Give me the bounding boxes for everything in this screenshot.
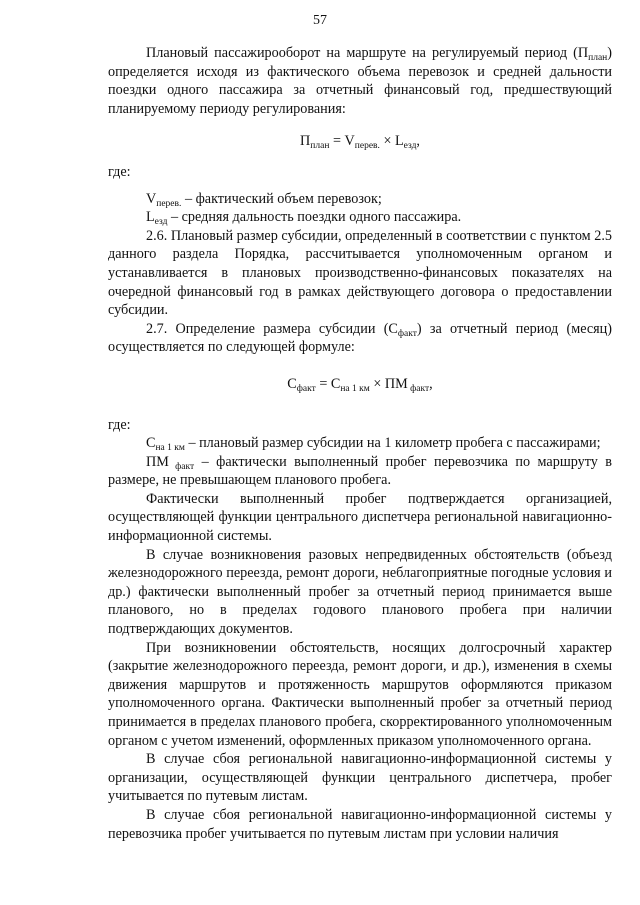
paragraph-2-7: 2.7. Определение размера субсидии $(С_{факт})$ за отчетный период (месяц) осуществляется по следующей формуле:: [108, 320, 612, 356]
where-label: где:: [108, 163, 131, 180]
definition-volume: $V_{перев.}$ – фактический объем перевозок;: [146, 190, 382, 209]
paragraph-system-failure-carrier: В случае сбоя региональной навигационно-информационной системы у перевозчика пробег учитывается по путевым листам при условии наличия: [108, 806, 612, 842]
formula-subsidy: $С_{факт} = С_{на 1 км}$ × ПМ $_{факт}$,: [287, 375, 433, 394]
definition-subsidy-per-km: $С_{на 1 км}$ – плановый размер субсидии на 1 километр пробега с пассажирами;: [146, 435, 601, 454]
document-body: [108, 44, 612, 843]
page-number: 57: [313, 13, 327, 28]
paragraph-mileage-confirmation: Фактически выполненный пробег подтверждается организацией, осуществляющей функции центрального диспетчера региональной навигационно-информационной системы.: [108, 490, 612, 545]
where-label-2: где:: [108, 416, 131, 433]
definition-distance: $L_{езд}$ – средняя дальность поездки одного пассажира.: [146, 209, 462, 228]
paragraph-long-term-circumstances: При возникновении обстоятельств, носящих долгосрочный характер (закрытие железнодорожного переезда, ремонт дороги, и др.), изменения в схемы движения маршрутов и протяженность маршрутов оформляются приказом уполномоченного органа. Фактически выполненный пробег за отчетный период принимается в пределах планового пробега, скорректированного уполномоченным органом с учетом изменений, оформленных приказом уполномоченного органа.: [108, 639, 612, 749]
definition-actual-mileage: ПМ $_{факт}$ – фактически выполненный пробег перевозчика по маршруту в размере, не превышающем планового пробега.: [108, 453, 613, 489]
formula-passenger-turnover: $П_{план} = V_{перев.} \times L_{езд}$,: [300, 133, 420, 152]
paragraph-system-failure-organization: В случае сбоя региональной навигационно-информационной системы у организации, осуществляющей функции центрального диспетчера, пробег учитывается по путевым листам.: [108, 751, 612, 805]
paragraph-emergency-circumstances: В случае возникновения разовых непредвиденных обстоятельств (объезд железнодорожного переезда, ремонт дороги, неблагоприятные погодные условия и др.) фактически выполненный пробег за отчетный период принимается выше планового, но в пределах годового планового пробега при наличии подтверждающих документов.: [108, 546, 612, 638]
paragraph-2-6: 2.6. Плановый размер субсидии, определенный в соответствии с пунктом 2.5 данного раздела Порядка, рассчитывается уполномоченным органом и устанавливается в плановых производственно-финансовых показателях на очередной финансовый год в рамках действующего договора о предоставлении субсидии.: [108, 227, 612, 319]
paragraph-passenger-turnover: Плановый пассажирооборот на маршруте на регулируемый период $(П_{план})$ определяется исходя из фактического объема перевозок и средней дальности поездки одного пассажира за отчетный финансовый год, предшествующий планируемому периоду регулирования:: [108, 45, 612, 117]
